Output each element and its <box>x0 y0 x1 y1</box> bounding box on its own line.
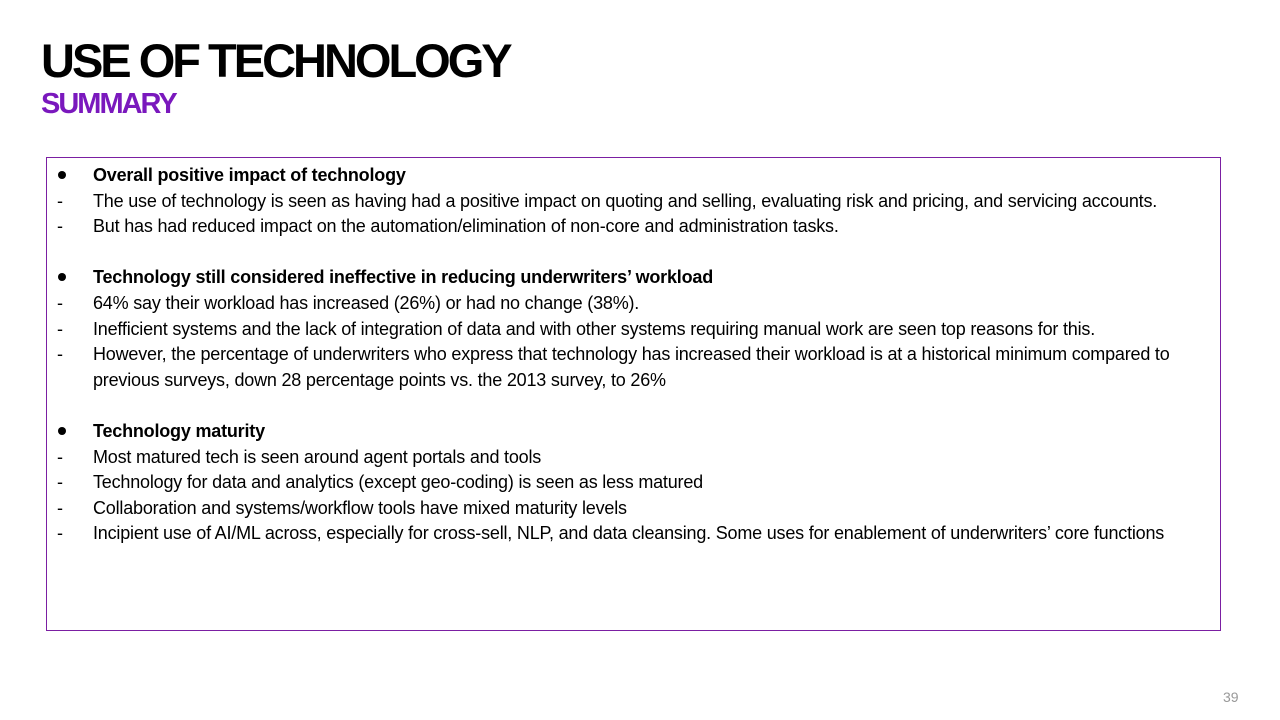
bullet-icon <box>57 419 87 445</box>
section-heading <box>57 265 1212 291</box>
list-item <box>57 189 1212 215</box>
section-heading <box>57 163 1212 189</box>
list-item-text: The use of technology is seen as having had a positive impact on quoting and selling, evaluating risk and pricing, and servicing accounts. <box>93 190 1158 211</box>
summary-box <box>46 157 1221 631</box>
section-heading-text: Technology maturity <box>93 420 265 441</box>
list-item <box>57 291 1212 317</box>
list-item-text: However, the percentage of underwriters who express that technology has increased their workload is at a historical minimum compared to previous surveys, down 28 percentage points vs. the 2013 survey, to 26% <box>93 344 1170 390</box>
dash-marker: - <box>57 472 63 493</box>
dash-marker: - <box>57 523 63 544</box>
dash-marker: - <box>57 190 63 211</box>
list-item-text: Most matured tech is seen around agent portals and tools <box>93 446 542 467</box>
list-item-text: 64% say their workload has increased (26%) or had no change (38%). <box>93 292 640 313</box>
bullet-icon <box>57 163 87 189</box>
dash-marker: - <box>57 446 63 467</box>
section-overall-positive-impact <box>57 163 1212 240</box>
list-item-text: But has had reduced impact on the automation/elimination of non-core and administration tasks. <box>93 216 839 237</box>
dash-marker: - <box>57 344 63 365</box>
list-item <box>57 317 1212 343</box>
section-technology-maturity <box>57 419 1212 547</box>
list-item-text: Inefficient systems and the lack of integration of data and with other systems requiring manual work are seen top reasons for this. <box>93 318 1096 339</box>
list-item-text: Incipient use of AI/ML across, especially for cross-sell, NLP, and data cleansing. Some uses for enablement of underwriters’ core functions <box>93 523 1165 544</box>
bullet-icon <box>57 265 87 291</box>
section-heading <box>57 419 1212 445</box>
dash-marker: - <box>57 318 63 339</box>
list-item-text: Technology for data and analytics (except geo-coding) is seen as less matured <box>93 472 703 493</box>
list-item <box>57 445 1212 471</box>
section-heading-text: Technology still considered ineffective in reducing underwriters’ workload <box>93 267 713 288</box>
list-item <box>57 470 1212 496</box>
section-heading-text: Overall positive impact of technology <box>93 165 406 185</box>
list-item <box>57 496 1212 522</box>
list-item <box>57 342 1212 393</box>
page-subtitle: SUMMARY <box>41 88 176 120</box>
page-title: USE OF TECHNOLOGY <box>41 34 510 87</box>
list-item-text: Collaboration and systems/workflow tools have mixed maturity levels <box>93 497 627 518</box>
page-number: 39 <box>1223 689 1239 705</box>
dash-marker: - <box>57 292 63 313</box>
list-item <box>57 521 1212 547</box>
dash-marker: - <box>57 497 63 518</box>
dash-marker: - <box>57 216 63 237</box>
list-item <box>57 214 1212 240</box>
section-ineffective-workload <box>57 265 1212 393</box>
